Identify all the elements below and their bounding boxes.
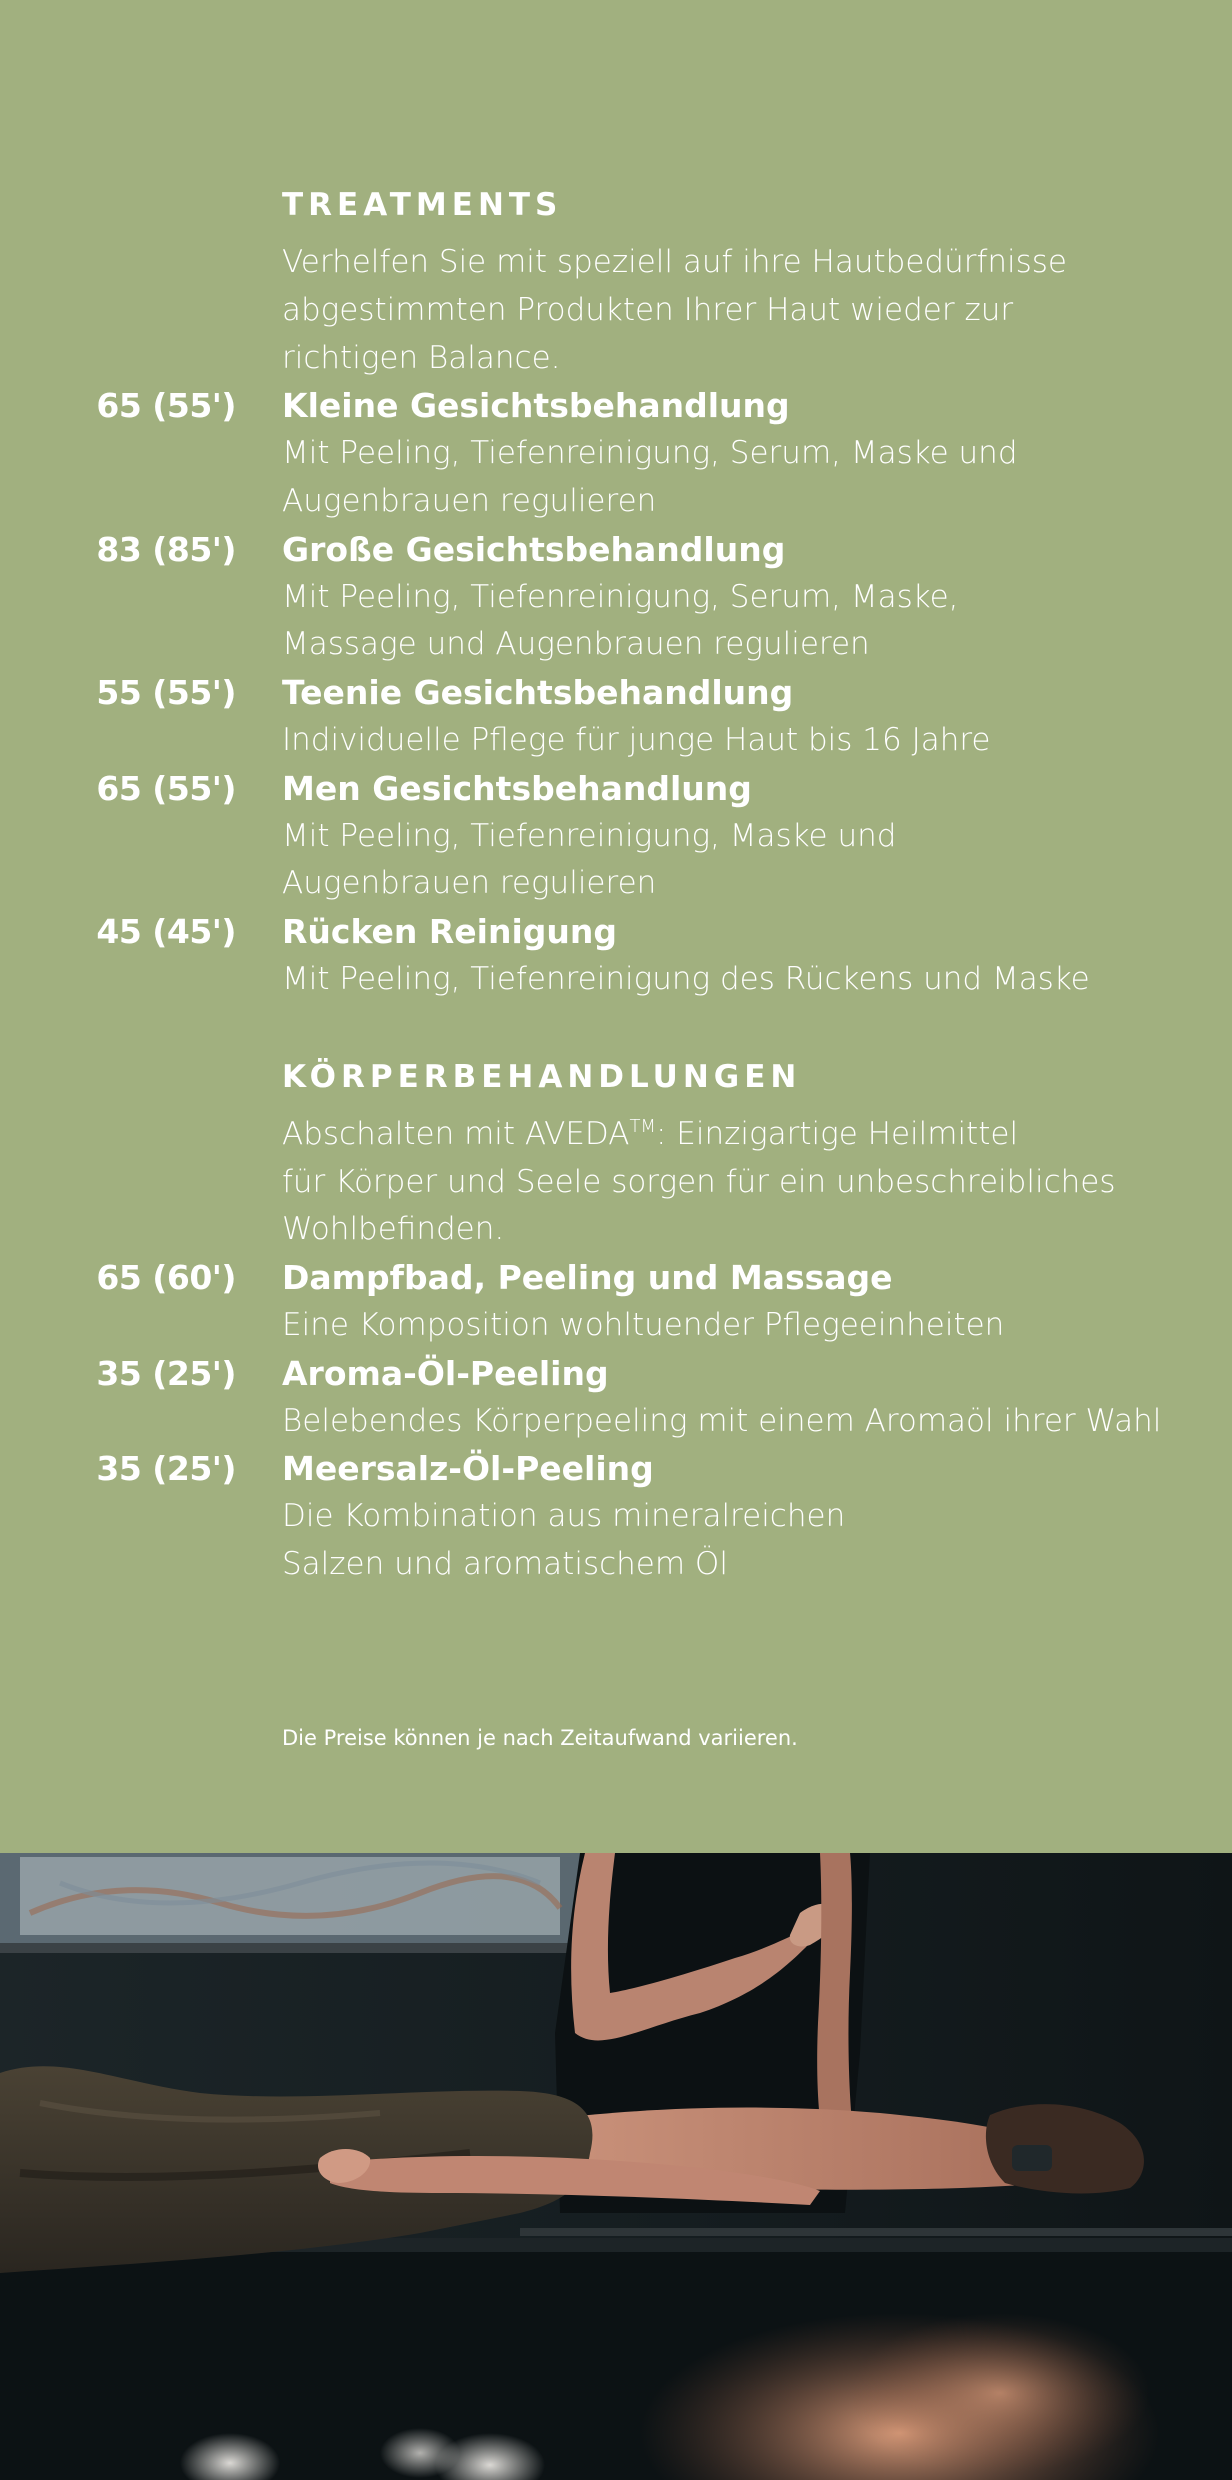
intro-line: abgestimmten Produkten Ihrer Haut wieder zur [282, 291, 1014, 328]
item-title: Men Gesichtsbehandlung [282, 768, 752, 808]
treatment-item [0, 765, 1232, 908]
item-description [282, 1398, 1182, 1446]
intro-prefix: Abschalten mit AVEDA [282, 1115, 630, 1152]
intro-line: Verhelfen Sie mit speziell auf ihre Hautbedürfnisse [282, 244, 1068, 280]
treatments-intro [282, 239, 1142, 382]
intro-line: richtigen Balance. [282, 339, 561, 376]
body-treatment-item [0, 1254, 1232, 1350]
item-description [282, 956, 1182, 1004]
treatment-item [0, 526, 1232, 669]
item-price: 65 (55') [96, 386, 236, 426]
item-price: 35 (25') [96, 1353, 236, 1393]
item-price: 55 (55') [96, 673, 236, 713]
description-line: Massage und Augenbrauen regulieren [282, 626, 870, 663]
description-line: Mit Peeling, Tiefenreinigung, Maske und [282, 817, 897, 854]
description-line: Augenbrauen regulieren [282, 482, 657, 519]
intro-line: für Körper und Seele sorgen für ein unbeschreibliches [282, 1163, 1116, 1200]
menu-content [0, 180, 1232, 1589]
description-line: Eine Komposition wohltuender Pflegeeinheiten [282, 1306, 1005, 1343]
intro-line [282, 1111, 1142, 1159]
section-spacer [0, 1004, 1232, 1052]
item-description [282, 430, 1182, 526]
item-title: Meersalz-Öl-Peeling [282, 1449, 654, 1489]
section-heading-body-treatments: KÖRPERBEHANDLUNGEN [282, 1058, 802, 1095]
item-price: 83 (85') [96, 529, 236, 569]
item-description [282, 813, 1182, 909]
item-price: 65 (55') [96, 768, 236, 808]
item-title: Kleine Gesichtsbehandlung [282, 386, 790, 426]
item-title: Teenie Gesichtsbehandlung [282, 673, 794, 713]
description-line: Belebendes Körperpeeling mit einem Aromaöl ihrer Wahl [282, 1402, 1162, 1439]
item-description [282, 1302, 1182, 1350]
item-title: Aroma-Öl-Peeling [282, 1353, 609, 1393]
massage-photo [0, 1853, 1232, 2480]
description-line: Mit Peeling, Tiefenreinigung, Serum, Maske, [282, 578, 959, 615]
body-treatment-item [0, 1445, 1232, 1588]
item-description [282, 1493, 1182, 1589]
massage-photo-illustration [0, 1853, 1232, 2480]
description-line: Mit Peeling, Tiefenreinigung, Serum, Maske und [282, 435, 1018, 472]
trademark-mark: TM [629, 1115, 656, 1137]
intro-line: Wohlbefinden. [282, 1211, 505, 1248]
price-footnote: Die Preise können je nach Zeitaufwand variieren. [282, 1726, 798, 1750]
treatment-item [0, 382, 1232, 525]
description-line: Individuelle Pflege für junge Haut bis 16 Jahre [282, 721, 991, 758]
body-treatments-intro [282, 1111, 1142, 1254]
description-line: Augenbrauen regulieren [282, 865, 657, 902]
item-title: Große Gesichtsbehandlung [282, 529, 786, 569]
item-price: 65 (60') [96, 1258, 236, 1298]
item-title: Rücken Reinigung [282, 912, 618, 952]
item-price: 35 (25') [96, 1449, 236, 1489]
item-description [282, 574, 1182, 670]
body-treatment-item [0, 1350, 1232, 1446]
item-price: 45 (45') [96, 912, 236, 952]
item-description [282, 717, 1182, 765]
description-line: Salzen und aromatischem Öl [282, 1545, 728, 1582]
section-heading-treatments: TREATMENTS [282, 187, 563, 223]
item-title: Dampfbad, Peeling und Massage [282, 1258, 893, 1298]
treatment-item [0, 908, 1232, 1004]
treatment-item [0, 669, 1232, 765]
description-line: Die Kombination aus mineralreichen [282, 1498, 846, 1535]
description-line: Mit Peeling, Tiefenreinigung des Rückens und Maske [282, 960, 1090, 997]
intro-suffix: : Einzigartige Heilmittel [655, 1115, 1019, 1152]
